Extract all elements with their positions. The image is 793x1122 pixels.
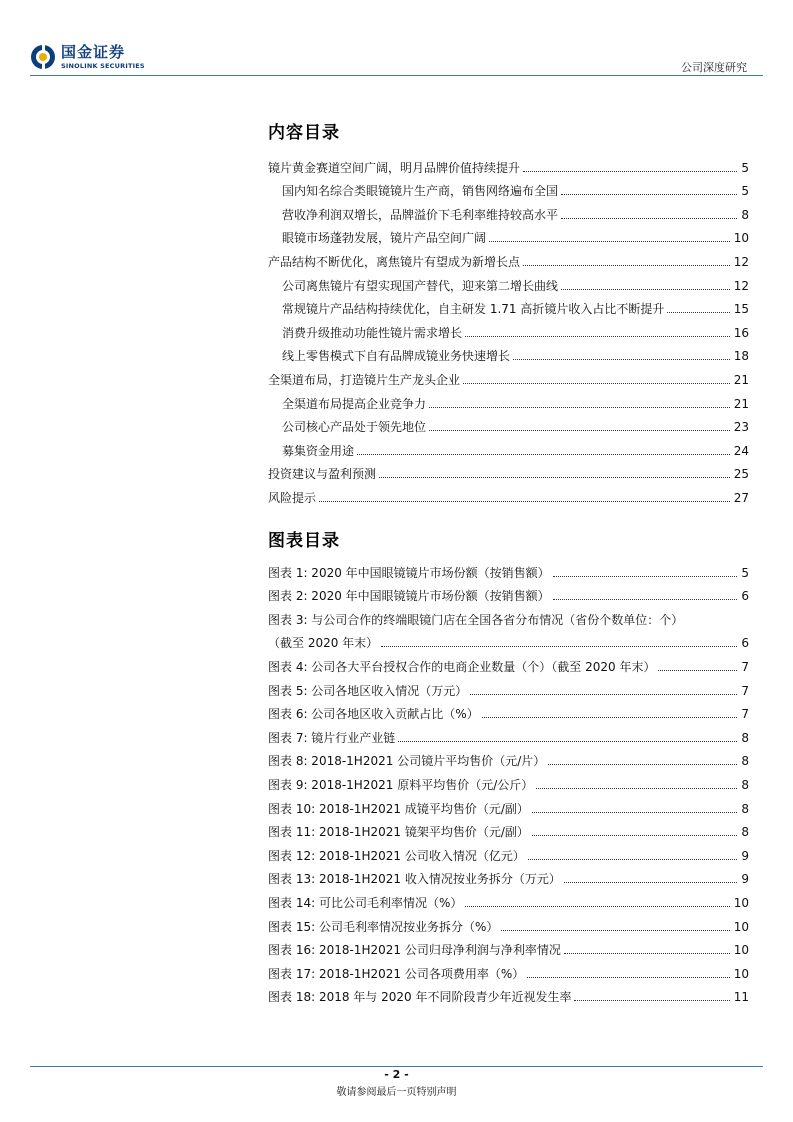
- toc-entry-text: 国内知名综合类眼镜镜片生产商，销售网络遍布全国: [282, 184, 559, 199]
- logo-english-name: SINOLINK SECURITIES: [61, 62, 145, 70]
- toc-entry-text: 镜片黄金赛道空间广阔，明月品牌价值持续提升: [268, 160, 521, 175]
- dot-leader: [379, 477, 730, 478]
- toc-entry-text: 公司离焦镜片有望实现国产替代，迎来第二增长曲线: [282, 278, 559, 293]
- logo-chinese-name: 国金证券: [61, 43, 126, 61]
- toc-entry-text: 图表 15: 公司毛利率情况按业务拆分（%）: [268, 919, 499, 934]
- toc-entry-page: 10: [733, 966, 749, 981]
- toc-entry[interactable]: [268, 245, 749, 269]
- figure-entry[interactable]: [268, 886, 749, 910]
- figure-entry[interactable]: [268, 674, 749, 698]
- figure-entry[interactable]: [268, 816, 749, 840]
- toc-entry-page: 8: [741, 825, 749, 840]
- toc-entry[interactable]: [268, 222, 749, 246]
- dot-leader: [564, 953, 730, 954]
- toc-entry-text: 营收净利润双增长，品牌溢价下毛利率维持较高水平: [282, 207, 559, 222]
- toc-entry-text: 图表 16: 2018-1H2021 公司归母净利润与净利率情况: [268, 943, 561, 958]
- toc-entry-page: 18: [733, 349, 749, 364]
- toc-entry-page: 21: [733, 372, 749, 387]
- dot-leader: [532, 835, 737, 836]
- figures-toc-list: [268, 556, 749, 1004]
- dot-leader: [513, 359, 730, 360]
- dot-leader: [553, 599, 738, 600]
- dot-leader: [564, 882, 738, 883]
- toc-entry-text: 图表 9: 2018-1H2021 原料平均售价（元/公斤）: [268, 777, 534, 792]
- figure-entry[interactable]: [268, 910, 749, 934]
- toc-entry-text: 全渠道布局提高企业竞争力: [282, 396, 427, 411]
- report-type-label: 公司深度研究: [681, 61, 747, 74]
- toc-entry-page: 12: [733, 254, 749, 269]
- toc-entry[interactable]: [268, 316, 749, 340]
- toc-entry-page: 7: [741, 707, 749, 722]
- dot-leader: [667, 312, 729, 313]
- toc-entry[interactable]: [268, 151, 749, 175]
- toc-entry-text: 图表 8: 2018-1H2021 公司镜片平均售价（元/片）: [268, 754, 546, 769]
- dot-leader: [536, 788, 737, 789]
- figure-entry[interactable]: [268, 556, 749, 580]
- dot-leader: [553, 576, 738, 577]
- dot-leader: [548, 764, 737, 765]
- dot-leader: [465, 336, 730, 337]
- toc-entry-page: 9: [741, 872, 749, 887]
- toc-entry-text: 消费升级推动功能性镜片需求增长: [282, 325, 463, 340]
- toc-entry-page: 6: [741, 636, 749, 651]
- toc-entry-page: 10: [733, 943, 749, 958]
- toc-entry-text: 图表 6: 公司各地区收入贡献占比（%）: [268, 707, 479, 722]
- toc-entry[interactable]: [268, 175, 749, 199]
- toc-entry-text: 图表 12: 2018-1H2021 公司收入情况（亿元）: [268, 848, 525, 863]
- dot-leader: [429, 430, 730, 431]
- toc-entry[interactable]: [268, 481, 749, 505]
- toc-entry-text: 投资建议与盈利预测: [268, 467, 377, 482]
- figures-toc-title: 图表目录: [268, 531, 340, 551]
- dot-leader: [561, 289, 730, 290]
- toc-entry-page: 5: [741, 565, 749, 580]
- dot-leader: [482, 717, 738, 718]
- toc-entry-text: 图表 7: 镜片行业产业链: [268, 730, 396, 745]
- dot-leader: [658, 670, 737, 671]
- toc-entry[interactable]: [268, 387, 749, 411]
- toc-entry-page: 27: [733, 490, 749, 505]
- figure-entry[interactable]: [268, 627, 749, 651]
- toc-list: [268, 151, 749, 505]
- toc-entry-page: 15: [733, 302, 749, 317]
- figure-entry[interactable]: [268, 792, 749, 816]
- figure-entry[interactable]: [268, 650, 749, 674]
- toc-entry-text: 全渠道布局，打造镜片生产龙头企业: [268, 372, 461, 387]
- toc-entry-page: 12: [733, 278, 749, 293]
- toc-entry-text: 公司核心产品处于领先地位: [282, 420, 427, 435]
- figure-entry[interactable]: [268, 768, 749, 792]
- toc-title: 内容目录: [268, 123, 340, 143]
- dot-leader: [527, 977, 729, 978]
- dot-leader: [561, 218, 737, 219]
- toc-entry-text: 风险提示: [268, 490, 317, 505]
- toc-entry-page: 21: [733, 396, 749, 411]
- toc-entry-page: 7: [741, 659, 749, 674]
- toc-entry-page: 23: [733, 420, 749, 435]
- dot-leader: [561, 194, 737, 195]
- toc-entry-text: 常规镜片产品结构持续优化，自主研发 1.71 高折镜片收入占比不断提升: [282, 302, 665, 317]
- toc-entry-text: 图表 13: 2018-1H2021 收入情况按业务拆分（万元）: [268, 872, 561, 887]
- dot-leader: [528, 859, 738, 860]
- toc-entry-page: 8: [741, 207, 749, 222]
- toc-entry[interactable]: [268, 458, 749, 482]
- dot-leader: [489, 241, 730, 242]
- toc-entry-text: 图表 4: 公司各大平台授权合作的电商企业数量（个）（截至 2020 年末）: [268, 659, 656, 674]
- toc-entry-page: 25: [733, 467, 749, 482]
- toc-entry[interactable]: [268, 434, 749, 458]
- figure-entry[interactable]: [268, 863, 749, 887]
- toc-entry-text: 眼镜市场蓬勃发展，镜片产品空间广阔: [282, 231, 487, 246]
- footer-divider: [30, 1066, 763, 1067]
- sinolink-logo-icon: [30, 44, 56, 70]
- dot-leader: [532, 812, 737, 813]
- dot-leader: [357, 454, 730, 455]
- figure-entry[interactable]: [268, 981, 749, 1005]
- dot-leader: [398, 741, 737, 742]
- dot-leader: [429, 407, 730, 408]
- toc-entry-text: 产品结构不断优化，离焦镜片有望成为新增长点: [268, 254, 521, 269]
- toc-entry-page: 24: [733, 443, 749, 458]
- figure-entry[interactable]: [268, 698, 749, 722]
- toc-entry[interactable]: [268, 293, 749, 317]
- toc-entry-page: 5: [741, 160, 749, 175]
- company-logo: [30, 44, 170, 74]
- toc-entry-text: 图表 18: 2018 年与 2020 年不同阶段青少年近视发生率: [268, 990, 572, 1005]
- toc-entry-text: 线上零售模式下自有品牌成镜业务快速增长: [282, 349, 511, 364]
- page-header: [0, 0, 793, 78]
- figure-entry[interactable]: [268, 721, 749, 745]
- toc-entry-text: 图表 17: 2018-1H2021 公司各项费用率（%）: [268, 966, 525, 981]
- toc-entry-text: 图表 11: 2018-1H2021 镜架平均售价（元/副）: [268, 825, 529, 840]
- dot-leader: [465, 906, 729, 907]
- toc-entry-page: 7: [741, 683, 749, 698]
- dot-leader: [501, 930, 729, 931]
- toc-entry-text: 募集资金用途: [282, 443, 355, 458]
- figure-entry[interactable]: [268, 934, 749, 958]
- dot-leader: [523, 171, 737, 172]
- toc-entry-text: （截至 2020 年末）: [268, 636, 379, 651]
- disclaimer-text: 敬请参阅最后一页特别声明: [336, 1087, 457, 1098]
- toc-entry-page: 5: [741, 184, 749, 199]
- dot-leader: [319, 501, 730, 502]
- toc-entry-page: 8: [741, 754, 749, 769]
- toc-entry-page: 10: [733, 895, 749, 910]
- dot-leader: [574, 1000, 729, 1001]
- toc-entry[interactable]: [268, 363, 749, 387]
- toc-entry[interactable]: [268, 411, 749, 435]
- header-divider: [30, 75, 763, 76]
- figure-entry[interactable]: [268, 580, 749, 604]
- toc-entry-text: 图表 5: 公司各地区收入情况（万元）: [268, 683, 468, 698]
- toc-entry-text: 图表 2: 2020 年中国眼镜镜片市场份额（按销售额）: [268, 589, 550, 604]
- toc-entry-text: 图表 1: 2020 年中国眼镜镜片市场份额（按销售额）: [268, 565, 550, 580]
- toc-entry-text: 图表 14: 可比公司毛利率情况（%）: [268, 895, 463, 910]
- toc-entry-page: 11: [733, 990, 749, 1005]
- toc-entry-text: 图表 3: 与公司合作的终端眼镜门店在全国各省分布情况（省份个数单位：个）: [268, 612, 684, 627]
- dot-leader: [463, 383, 730, 384]
- dot-leader: [523, 265, 730, 266]
- toc-entry[interactable]: [268, 269, 749, 293]
- toc-entry-page: 10: [733, 231, 749, 246]
- toc-entry-page: 9: [741, 848, 749, 863]
- toc-entry-page: 8: [741, 777, 749, 792]
- figure-entry-first-line[interactable]: [268, 603, 749, 627]
- toc-entry-page: 16: [733, 325, 749, 340]
- toc-entry[interactable]: [268, 340, 749, 364]
- toc-entry-page: 10: [733, 919, 749, 934]
- toc-entry[interactable]: [268, 198, 749, 222]
- toc-entry-page: 6: [741, 589, 749, 604]
- dot-leader: [470, 694, 737, 695]
- dot-leader: [381, 646, 737, 647]
- toc-entry-text: 图表 10: 2018-1H2021 成镜平均售价（元/副）: [268, 801, 529, 816]
- toc-entry-page: 8: [741, 730, 749, 745]
- figure-entry[interactable]: [268, 839, 749, 863]
- page-number: - 2 -: [384, 1068, 409, 1081]
- figure-entry[interactable]: [268, 957, 749, 981]
- figure-entry[interactable]: [268, 745, 749, 769]
- toc-entry-page: 8: [741, 801, 749, 816]
